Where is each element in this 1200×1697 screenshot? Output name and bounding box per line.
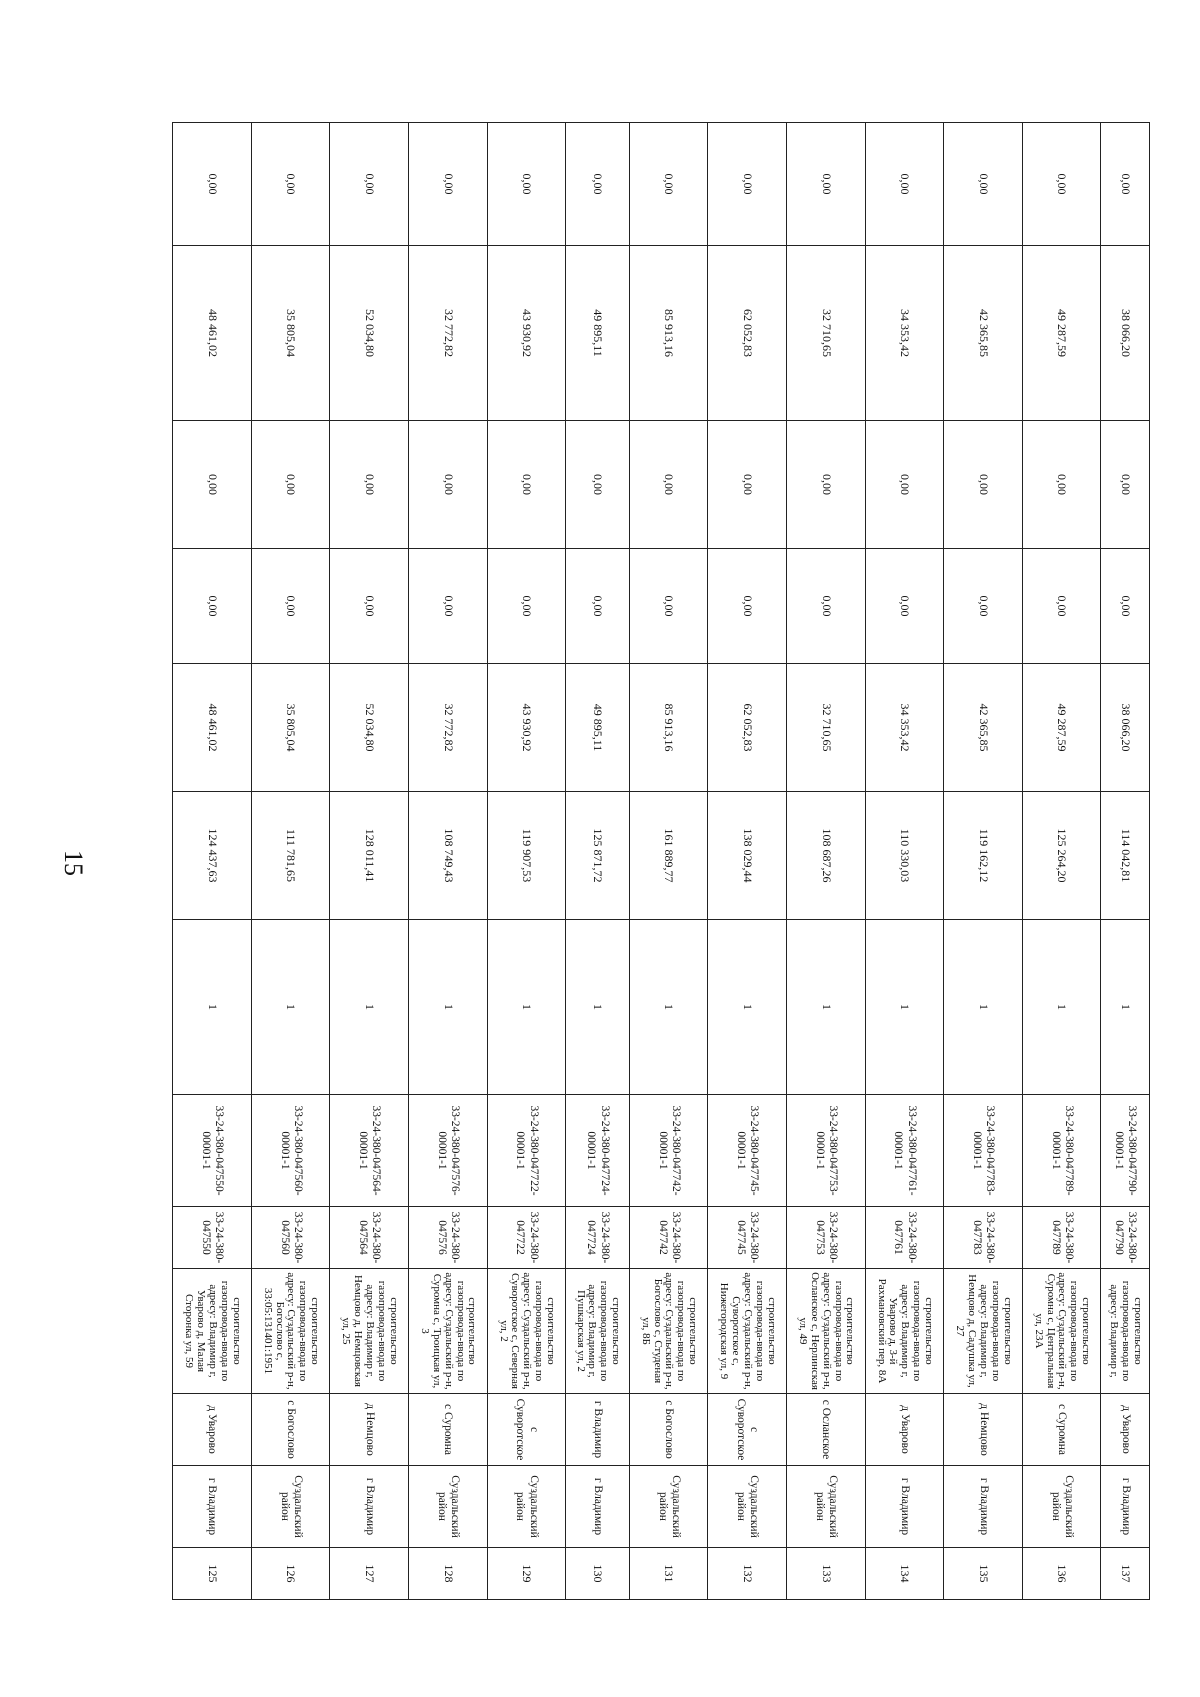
amount-cell: 49 287,59	[1022, 246, 1101, 421]
amount-cell: 48 461,02	[173, 664, 252, 792]
table-row	[173, 123, 252, 1600]
amount-cell: 85 913,16	[629, 664, 708, 792]
rotated-table-wrapper	[172, 122, 1150, 1600]
amount-cell: 43 930,92	[487, 664, 566, 792]
table-row	[786, 123, 865, 1600]
row-number-cell: 135	[944, 1548, 1023, 1600]
amount-cell: 48 461,02	[173, 246, 252, 421]
quantity-cell: 1	[786, 920, 865, 1095]
amount-zero-cell: 0,00	[251, 421, 330, 549]
table-row	[1022, 123, 1101, 1600]
row-number-cell: 127	[330, 1548, 409, 1600]
row-number-cell: 136	[1022, 1548, 1101, 1600]
work-description-cell: строительство газопровода-ввода по адресу: Суздальский р-н, Суворотское с, Северная ул, 2	[487, 1269, 566, 1394]
locality-cell: д Немцово	[944, 1394, 1023, 1466]
amount-cell: 49 895,11	[566, 246, 630, 421]
area-cell: г Владимир	[1101, 1466, 1150, 1548]
row-number-cell: 131	[629, 1548, 708, 1600]
amount-zero-cell: 0,00	[786, 549, 865, 664]
work-description-cell: строительство газопровода-ввода по адресу: Владимир г,	[1101, 1269, 1150, 1394]
table-row	[1101, 123, 1150, 1600]
amount-cell: 52 034,80	[330, 664, 409, 792]
amount-zero-cell: 0,00	[330, 549, 409, 664]
amount-cell: 32 710,65	[786, 664, 865, 792]
locality-cell: г Владимир	[566, 1394, 630, 1466]
amount-zero-cell: 0,00	[1101, 123, 1150, 246]
amount-cell: 32 710,65	[786, 246, 865, 421]
item-code-cell: 33-24-380-047724-00001-1	[566, 1095, 630, 1207]
item-code-cell: 33-24-380-047564-00001-1	[330, 1095, 409, 1207]
amount-cell: 43 930,92	[487, 246, 566, 421]
area-cell: г Владимир	[566, 1466, 630, 1548]
quantity-cell: 1	[330, 920, 409, 1095]
amount-zero-cell: 0,00	[865, 421, 944, 549]
total-cost-cell: 128 011,41	[330, 792, 409, 920]
quantity-cell: 1	[487, 920, 566, 1095]
page-number: 15	[59, 850, 88, 876]
amount-zero-cell: 0,00	[1022, 123, 1101, 246]
row-number-cell: 125	[173, 1548, 252, 1600]
total-cost-cell: 138 029,44	[708, 792, 787, 920]
amount-zero-cell: 0,00	[173, 123, 252, 246]
area-cell: г Владимир	[944, 1466, 1023, 1548]
amount-cell: 32 772,82	[408, 664, 487, 792]
amount-cell: 49 287,59	[1022, 664, 1101, 792]
amount-zero-cell: 0,00	[629, 123, 708, 246]
amount-zero-cell: 0,00	[173, 421, 252, 549]
amount-zero-cell: 0,00	[708, 549, 787, 664]
amount-zero-cell: 0,00	[708, 421, 787, 549]
table-sheet	[172, 122, 1150, 1600]
amount-zero-cell: 0,00	[708, 123, 787, 246]
amount-zero-cell: 0,00	[487, 123, 566, 246]
total-cost-cell: 114 042,81	[1101, 792, 1150, 920]
total-cost-cell: 110 330,03	[865, 792, 944, 920]
work-description-cell: строительство газопровода-ввода по адресу: Суздальский р-н, Богослово с, Студеная ул, 8Б	[629, 1269, 708, 1394]
item-code-cell: 33-24-380-047761-00001-1	[865, 1095, 944, 1207]
amount-zero-cell: 0,00	[566, 421, 630, 549]
area-cell: Суздальский район	[629, 1466, 708, 1548]
table-row	[566, 123, 630, 1600]
total-cost-cell: 119 162,12	[944, 792, 1023, 920]
amount-zero-cell: 0,00	[408, 421, 487, 549]
quantity-cell: 1	[173, 920, 252, 1095]
item-code-cell: 33-24-380-047560-00001-1	[251, 1095, 330, 1207]
locality-cell: с Богослово	[629, 1394, 708, 1466]
amount-zero-cell: 0,00	[786, 123, 865, 246]
amount-zero-cell: 0,00	[786, 421, 865, 549]
data-table	[172, 122, 1150, 1600]
amount-zero-cell: 0,00	[944, 421, 1023, 549]
amount-zero-cell: 0,00	[330, 123, 409, 246]
quantity-cell: 1	[629, 920, 708, 1095]
object-code-cell: 33-24-380-047576	[408, 1207, 487, 1269]
locality-cell: с Богослово	[251, 1394, 330, 1466]
table-row	[251, 123, 330, 1600]
quantity-cell: 1	[408, 920, 487, 1095]
locality-cell: с Суромна	[408, 1394, 487, 1466]
table-row	[629, 123, 708, 1600]
total-cost-cell: 108 749,43	[408, 792, 487, 920]
locality-cell: д Уварово	[865, 1394, 944, 1466]
object-code-cell: 33-24-380-047745	[708, 1207, 787, 1269]
amount-zero-cell: 0,00	[1101, 421, 1150, 549]
item-code-cell: 33-24-380-047753-00001-1	[786, 1095, 865, 1207]
amount-cell: 35 805,04	[251, 664, 330, 792]
amount-zero-cell: 0,00	[865, 123, 944, 246]
total-cost-cell: 125 264,20	[1022, 792, 1101, 920]
table-row	[408, 123, 487, 1600]
area-cell: Суздальский район	[487, 1466, 566, 1548]
object-code-cell: 33-24-380-047724	[566, 1207, 630, 1269]
locality-cell: д Уварово	[1101, 1394, 1150, 1466]
amount-cell: 49 895,11	[566, 664, 630, 792]
object-code-cell: 33-24-380-047789	[1022, 1207, 1101, 1269]
amount-zero-cell: 0,00	[629, 421, 708, 549]
row-number-cell: 137	[1101, 1548, 1150, 1600]
row-number-cell: 128	[408, 1548, 487, 1600]
amount-zero-cell: 0,00	[173, 549, 252, 664]
amount-zero-cell: 0,00	[629, 549, 708, 664]
work-description-cell: строительство газопровода-ввода по адресу: Суздальский р-н, Суромна с, Троицкая ул, 3	[408, 1269, 487, 1394]
total-cost-cell: 119 907,53	[487, 792, 566, 920]
amount-cell: 85 913,16	[629, 246, 708, 421]
object-code-cell: 33-24-380-047722	[487, 1207, 566, 1269]
item-code-cell: 33-24-380-047722-00001-1	[487, 1095, 566, 1207]
total-cost-cell: 108 687,26	[786, 792, 865, 920]
quantity-cell: 1	[251, 920, 330, 1095]
area-cell: Суздальский район	[1022, 1466, 1101, 1548]
amount-cell: 32 772,82	[408, 246, 487, 421]
item-code-cell: 33-24-380-047783-00001-1	[944, 1095, 1023, 1207]
table-row	[487, 123, 566, 1600]
row-number-cell: 126	[251, 1548, 330, 1600]
total-cost-cell: 111 781,65	[251, 792, 330, 920]
amount-zero-cell: 0,00	[251, 549, 330, 664]
amount-cell: 42 365,85	[944, 664, 1023, 792]
quantity-cell: 1	[708, 920, 787, 1095]
amount-cell: 35 805,04	[251, 246, 330, 421]
quantity-cell: 1	[1022, 920, 1101, 1095]
row-number-cell: 130	[566, 1548, 630, 1600]
amount-zero-cell: 0,00	[487, 421, 566, 549]
row-number-cell: 133	[786, 1548, 865, 1600]
total-cost-cell: 125 871,72	[566, 792, 630, 920]
area-cell: г Владимир	[330, 1466, 409, 1548]
item-code-cell: 33-24-380-047790-00001-1	[1101, 1095, 1150, 1207]
amount-zero-cell: 0,00	[865, 549, 944, 664]
locality-cell: с Суворотское	[487, 1394, 566, 1466]
locality-cell: д Уварово	[173, 1394, 252, 1466]
work-description-cell: строительство газопровода-ввода по адресу: Владимир г, Уварово д, 3-й Рахмановский пер, 8А	[865, 1269, 944, 1394]
locality-cell: д Немцово	[330, 1394, 409, 1466]
work-description-cell: строительство газопровода-ввода по адресу: Суздальский р-н, Суромна с, Центральная ул, 23А	[1022, 1269, 1101, 1394]
work-description-cell: строительство газопровода-ввода по адресу: Суздальский р-н, Суворотское с, Нижегородская ул, 9	[708, 1269, 787, 1394]
table-row	[330, 123, 409, 1600]
amount-zero-cell: 0,00	[408, 549, 487, 664]
quantity-cell: 1	[944, 920, 1023, 1095]
row-number-cell: 129	[487, 1548, 566, 1600]
amount-cell: 52 034,80	[330, 246, 409, 421]
work-description-cell: строительство газопровода-ввода по адресу: Суздальский р-н, Богослово с, 33:05:131401:1951	[251, 1269, 330, 1394]
item-code-cell: 33-24-380-047789-00001-1	[1022, 1095, 1101, 1207]
work-description-cell: строительство газопровода-ввода по адресу: Владимир г, Уварово д, Малая Сторонка ул, 59	[173, 1269, 252, 1394]
item-code-cell: 33-24-380-047550-00001-1	[173, 1095, 252, 1207]
quantity-cell: 1	[865, 920, 944, 1095]
area-cell: г Владимир	[173, 1466, 252, 1548]
table-row	[865, 123, 944, 1600]
amount-zero-cell: 0,00	[487, 549, 566, 664]
area-cell: Суздальский район	[408, 1466, 487, 1548]
area-cell: Суздальский район	[251, 1466, 330, 1548]
amount-zero-cell: 0,00	[251, 123, 330, 246]
amount-cell: 34 353,42	[865, 664, 944, 792]
row-number-cell: 132	[708, 1548, 787, 1600]
object-code-cell: 33-24-380-047550	[173, 1207, 252, 1269]
total-cost-cell: 161 889,77	[629, 792, 708, 920]
amount-zero-cell: 0,00	[944, 549, 1023, 664]
object-code-cell: 33-24-380-047761	[865, 1207, 944, 1269]
object-code-cell: 33-24-380-047742	[629, 1207, 708, 1269]
work-description-cell: строительство газопровода-ввода по адресу: Владимир г, Немцово д, Садушка ул, 27	[944, 1269, 1023, 1394]
amount-zero-cell: 0,00	[566, 549, 630, 664]
total-cost-cell: 124 437,63	[173, 792, 252, 920]
row-number-cell: 134	[865, 1548, 944, 1600]
amount-zero-cell: 0,00	[1101, 549, 1150, 664]
work-description-cell: строительство газопровода-ввода по адресу: Владимир г, Пушкарская ул, 2	[566, 1269, 630, 1394]
amount-cell: 38 066,20	[1101, 664, 1150, 792]
amount-zero-cell: 0,00	[566, 123, 630, 246]
object-code-cell: 33-24-380-047753	[786, 1207, 865, 1269]
locality-cell: с Суворотское	[708, 1394, 787, 1466]
work-description-cell: строительство газопровода-ввода по адресу: Суздальский р-н, Осланское с, Нерлинская ул, 49	[786, 1269, 865, 1394]
object-code-cell: 33-24-380-047790	[1101, 1207, 1150, 1269]
amount-cell: 38 066,20	[1101, 246, 1150, 421]
locality-cell: с Суромна	[1022, 1394, 1101, 1466]
table-row	[944, 123, 1023, 1600]
amount-zero-cell: 0,00	[408, 123, 487, 246]
area-cell: г Владимир	[865, 1466, 944, 1548]
amount-cell: 62 052,83	[708, 246, 787, 421]
quantity-cell: 1	[566, 920, 630, 1095]
object-code-cell: 33-24-380-047564	[330, 1207, 409, 1269]
amount-cell: 42 365,85	[944, 246, 1023, 421]
table-row	[708, 123, 787, 1600]
item-code-cell: 33-24-380-047576-00001-1	[408, 1095, 487, 1207]
object-code-cell: 33-24-380-047560	[251, 1207, 330, 1269]
amount-zero-cell: 0,00	[1022, 549, 1101, 664]
work-description-cell: строительство газопровода-ввода по адресу: Владимир г, Немцово д, Немцовская ул, 25	[330, 1269, 409, 1394]
amount-zero-cell: 0,00	[944, 123, 1023, 246]
item-code-cell: 33-24-380-047742-00001-1	[629, 1095, 708, 1207]
amount-cell: 62 052,83	[708, 664, 787, 792]
item-code-cell: 33-24-380-047745-00001-1	[708, 1095, 787, 1207]
area-cell: Суздальский район	[786, 1466, 865, 1548]
object-code-cell: 33-24-380-047783	[944, 1207, 1023, 1269]
locality-cell: с Осланское	[786, 1394, 865, 1466]
amount-zero-cell: 0,00	[1022, 421, 1101, 549]
quantity-cell: 1	[1101, 920, 1150, 1095]
area-cell: Суздальский район	[708, 1466, 787, 1548]
amount-zero-cell: 0,00	[330, 421, 409, 549]
amount-cell: 34 353,42	[865, 246, 944, 421]
